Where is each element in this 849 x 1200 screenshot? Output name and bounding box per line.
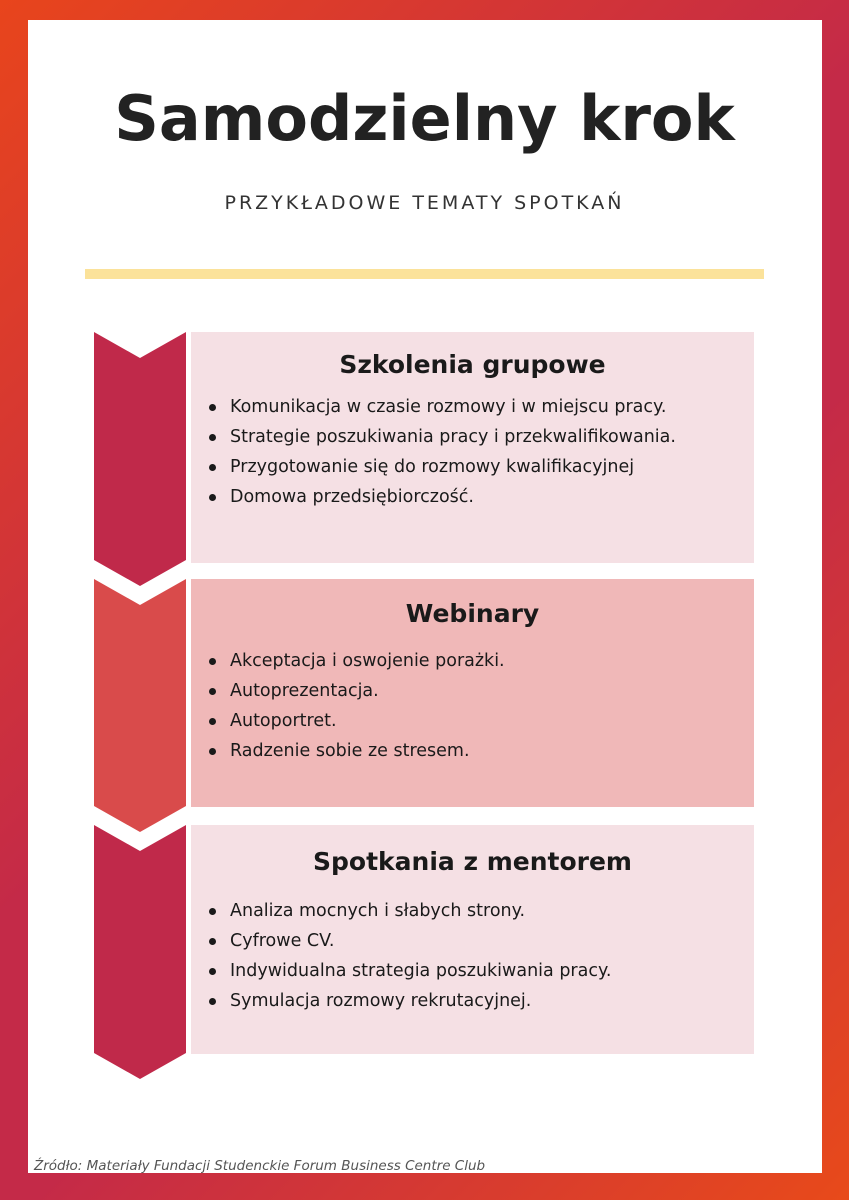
list-item: Cyfrowe CV. [205,926,611,956]
section-title: Webinary [405,599,540,628]
list-item: Autoprezentacja. [205,676,505,706]
section-list [205,392,676,512]
list-item: Radzenie sobie ze stresem. [205,736,505,766]
list-item: Indywidualna strategia poszukiwania pracy. [205,956,611,986]
list-item: Strategie poszukiwania pracy i przekwalifikowania. [205,422,676,452]
list-item: Symulacja rozmowy rekrutacyjnej. [205,986,611,1016]
section-list [205,896,611,1016]
page-subtitle: PRZYKŁADOWE TEMATY SPOTKAŃ [224,192,625,214]
list-item: Autoportret. [205,706,505,736]
list-item: Przygotowanie się do rozmowy kwalifikacyjnej [205,452,676,482]
page-title: Samodzielny krok [114,82,735,155]
list-item: Komunikacja w czasie rozmowy i w miejscu pracy. [205,392,676,422]
section-webinars [191,579,754,807]
source-note: Źródło: Materiały Fundacji Studenckie Forum Business Centre Club [34,1158,486,1174]
list-item: Akceptacja i oswojenie porażki. [205,646,505,676]
section-list [205,646,505,766]
list-item: Analiza mocnych i słabych strony. [205,896,611,926]
list-item: Domowa przedsiębiorczość. [205,482,676,512]
section-group-training [191,332,754,563]
section-title: Spotkania z mentorem [313,847,632,876]
divider-line [85,269,764,279]
section-mentor-meetings [191,825,754,1054]
section-title: Szkolenia grupowe [339,350,606,379]
